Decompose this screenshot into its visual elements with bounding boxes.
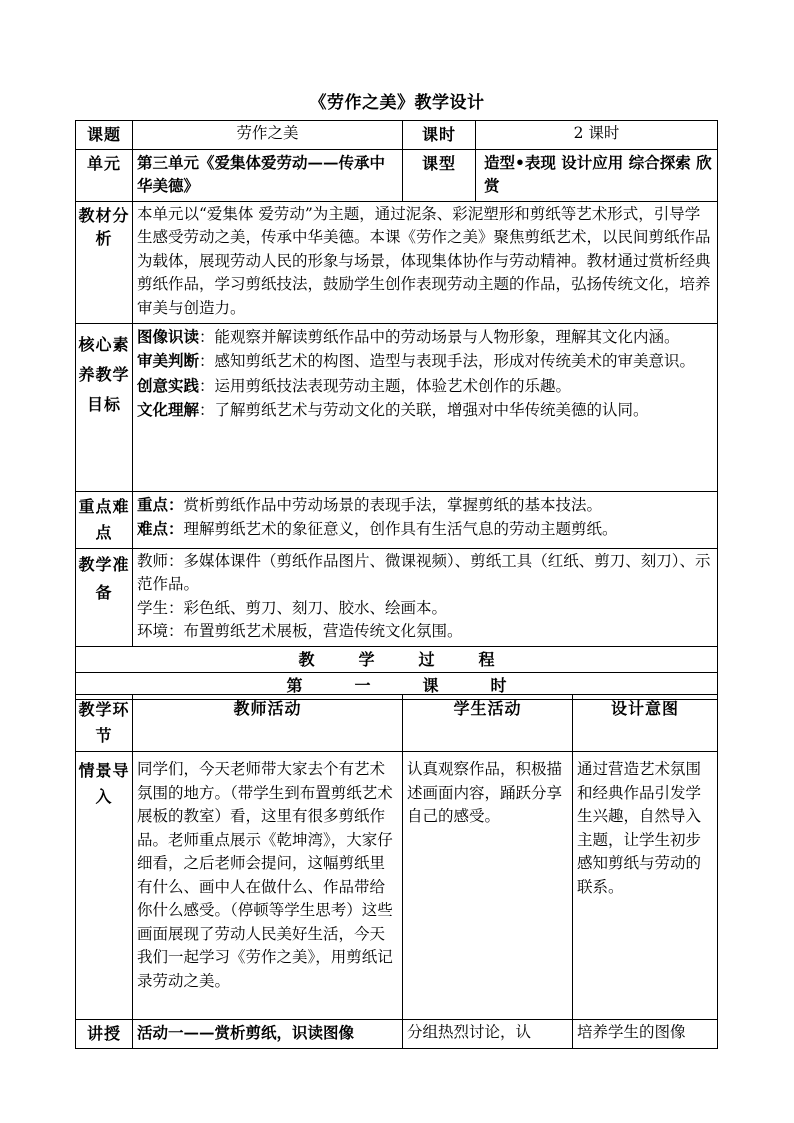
stage-cell: 讲授 — [76, 1020, 133, 1049]
process-header-row — [76, 695, 718, 752]
process-table — [75, 694, 718, 1049]
hours-label: 课时 — [403, 121, 476, 150]
type-value: 造型•表现 设计应用 综合探索 欣赏 — [476, 149, 718, 201]
analysis-row — [76, 201, 718, 323]
teacher-cell: 同学们，今天老师带大家去个有艺术氛围的地方。（带学生到布置剪纸艺术展板的教室）看，这里有很多剪纸作品。老师重点展示《乾坤湾》，大家仔细看，之后老师会提问，这幅剪纸里有什么、画中人在做什么、作品带给你什么感受。（停顿等学生思考）这些画面展现了劳动人民美好生活，今天我们一起学习《劳作之美》，用剪纸记录劳动之美。 — [133, 752, 403, 1020]
col-teacher: 教师活动 — [133, 695, 403, 752]
prep-line: 教师：多媒体课件（剪纸作品图片、微课视频）、剪纸工具（红纸、剪刀、刻刀）、示范作品。 — [137, 551, 711, 593]
difficult-point-item: 难点：理解剪纸艺术的象征意义，创作具有生活气息的劳动主题剪纸。 — [137, 519, 618, 538]
teacher-cell: 活动一——赏析剪纸，识读图像 — [133, 1020, 403, 1049]
key-points-row — [76, 491, 718, 548]
key-points-content — [133, 491, 718, 548]
unit-row — [76, 149, 718, 201]
goal-item: 图像识读：能观察并解读剪纸作品中的劳动场景与人物形象，理解其文化内涵。 — [137, 326, 680, 346]
prep-label: 教学准备 — [76, 548, 133, 646]
prep-line: 学生：彩色纸、剪刀、刻刀、胶水、绘画本。 — [137, 598, 448, 617]
process-row — [76, 752, 718, 1020]
analysis-label: 教材分析 — [76, 201, 133, 323]
process-title: 教 学 过 程 — [76, 646, 718, 673]
period-title: 第 一 课 时 — [76, 673, 718, 700]
prep-line: 环境：布置剪纸艺术展板，营造传统文化氛围。 — [137, 622, 463, 640]
goals-label: 核心素养教学目标 — [76, 323, 133, 491]
page-title: 《劳作之美》教学设计 — [309, 93, 485, 113]
stage-cell: 情景导入 — [76, 752, 133, 1020]
prep-row — [76, 548, 718, 646]
hours-value: 2 课时 — [476, 121, 718, 150]
goal-item: 文化理解：了解剪纸艺术与劳动文化的关联，增强对中华传统美德的认同。 — [137, 400, 649, 419]
prep-content — [133, 548, 718, 646]
unit-label: 单元 — [76, 149, 133, 201]
intent-cell: 通过营造艺术氛围和经典作品引发学生兴趣，自然导入主题，让学生初步感知剪纸与劳动的联系。 — [573, 752, 718, 1020]
student-cell: 分组热烈讨论，认 — [403, 1020, 573, 1049]
key-point-item: 重点：赏析剪纸作品中劳动场景的表现手法，掌握剪纸的基本技法。 — [137, 494, 603, 514]
process-title-row — [76, 646, 718, 673]
goals-content — [133, 323, 718, 491]
goal-item: 审美判断：感知剪纸艺术的构图、造型与表现手法，形成对传统美术的审美意识。 — [137, 351, 696, 370]
topic-row — [76, 121, 718, 150]
col-student: 学生活动 — [403, 695, 573, 752]
topic-value: 劳作之美 — [133, 121, 403, 150]
intent-cell: 培养学生的图像 — [573, 1020, 718, 1049]
key-points-label: 重点难点 — [76, 491, 133, 548]
process-row — [76, 1020, 718, 1049]
col-intent: 设计意图 — [573, 695, 718, 752]
unit-value: 第三单元《爱集体爱劳动——传承中华美德》 — [133, 149, 403, 201]
lesson-plan-table — [75, 120, 718, 700]
student-cell: 认真观察作品，积极描述画面内容，踊跃分享自己的感受。 — [403, 752, 573, 1020]
topic-label: 课题 — [76, 121, 133, 150]
goals-row — [76, 323, 718, 491]
col-stage: 教学环节 — [76, 695, 133, 752]
type-label: 课型 — [403, 149, 476, 201]
goal-item: 创意实践：运用剪纸技法表现劳动主题，体验艺术创作的乐趣。 — [137, 375, 572, 395]
analysis-text: 本单元以“爱集体 爱劳动”为主题，通过泥条、彩泥塑形和剪纸等艺术形式，引导学生感受劳动之美，传承中华美德。本课《劳作之美》聚焦剪纸艺术，以民间剪纸作品为载体，展现劳动人民的形象与场景，体现集体协作与劳动精神。教材通过赏析经典剪纸作品，学习剪纸技法，鼓励学生创作表现劳动主题的作品，弘扬传统文化，培养审美与创造力。 — [133, 201, 718, 323]
